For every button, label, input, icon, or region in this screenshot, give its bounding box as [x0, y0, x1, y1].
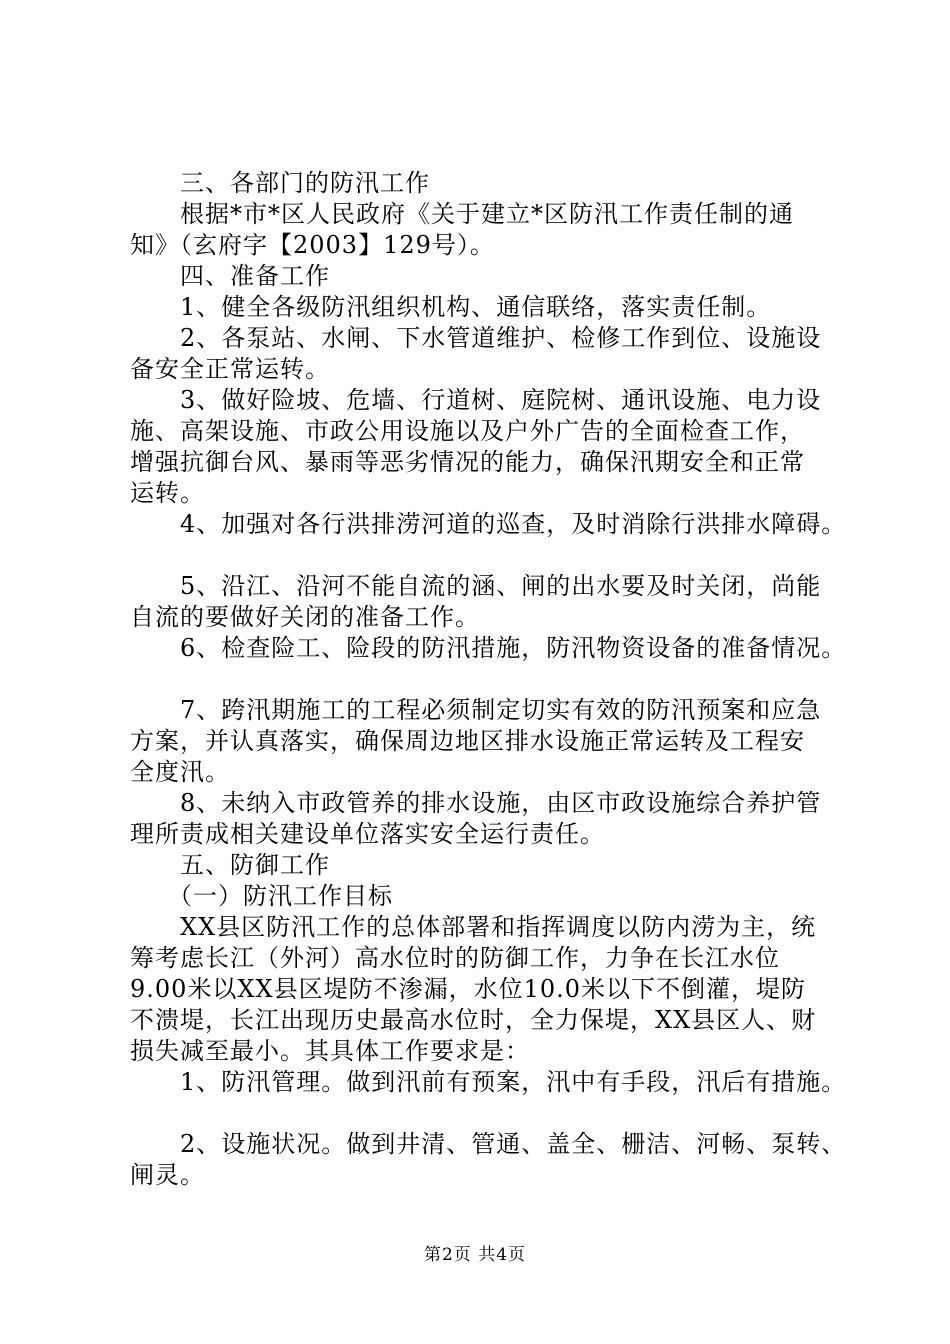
page-number-footer: 第2页 共4页 [423, 1245, 527, 1265]
blank-line [130, 1098, 850, 1129]
text-line: 自流的要做好关闭的准备工作。 [130, 603, 480, 631]
text-line: （一）防汛工作目标 [130, 882, 393, 910]
text-line: 施、高架设施、市政公用设施以及户外广告的全面检查工作， [130, 417, 805, 445]
text-line: 1、健全各级防汛组织机构、通信联络，落实责任制。 [130, 293, 772, 321]
text-line: 全度汛。 [130, 758, 230, 786]
text-line: 根据*市*区人民政府《关于建立*区防汛工作责任制的通 [130, 200, 794, 228]
document-body [130, 168, 850, 1191]
text-line: 三、各部门的防汛工作 [130, 169, 430, 197]
text-line: 7、跨汛期施工的工程必须制定切实有效的防汛预案和应急 [130, 696, 822, 724]
text-line: 5、沿江、沿河不能自流的涵、闸的出水要及时关闭，尚能 [130, 572, 822, 600]
text-line: 损失减至最小。其具体工作要求是： [130, 1037, 530, 1065]
text-line: 理所责成相关建设单位落实安全运行责任。 [130, 820, 605, 848]
text-line: 8、未纳入市政管养的排水设施，由区市政设施综合养护管 [130, 789, 822, 817]
text-line: 3、做好险坡、危墙、行道树、庭院树、通讯设施、电力设 [130, 386, 822, 414]
text-line: 6、检查险工、险段的防汛措施，防汛物资设备的准备情况。 [130, 634, 847, 662]
text-line: 2、各泵站、水闸、下水管道维护、检修工作到位、设施设 [130, 324, 822, 352]
text-line: XX县区防汛工作的总体部署和指挥调度以防内涝为主，统 [130, 913, 817, 941]
text-line: 知》（玄府字【2003】129号）。 [130, 231, 495, 259]
text-line: 方案，并认真落实，确保周边地区排水设施正常运转及工程安 [130, 727, 805, 755]
text-line: 四、准备工作 [130, 262, 330, 290]
text-line: 备安全正常运转。 [130, 355, 330, 383]
text-line: 筹考虑长江（外河）高水位时的防御工作，力争在长江水位 [130, 944, 780, 972]
blank-line [130, 664, 850, 695]
blank-line [130, 540, 850, 571]
text-line: 4、加强对各行洪排涝河道的巡查，及时消除行洪排水障碍。 [130, 510, 847, 538]
text-line: 2、设施状况。做到井清、管通、盖全、栅洁、河畅、泵转、 [130, 1130, 847, 1158]
text-line: 运转。 [130, 479, 205, 507]
text-line: 1、防汛管理。做到汛前有预案，汛中有手段，汛后有措施。 [130, 1068, 847, 1096]
text-line: 闸灵。 [130, 1161, 205, 1189]
text-line: 9.00米以XX县区堤防不渗漏，水位10.0米以下不倒灌，堤防 [130, 975, 807, 1003]
text-line: 增强抗御台风、暴雨等恶劣情况的能力，确保汛期安全和正常 [130, 448, 805, 476]
text-line: 不溃堤，长江出现历史最高水位时，全力保堤，XX县区人、财 [130, 1006, 817, 1034]
text-line: 五、防御工作 [130, 851, 330, 879]
